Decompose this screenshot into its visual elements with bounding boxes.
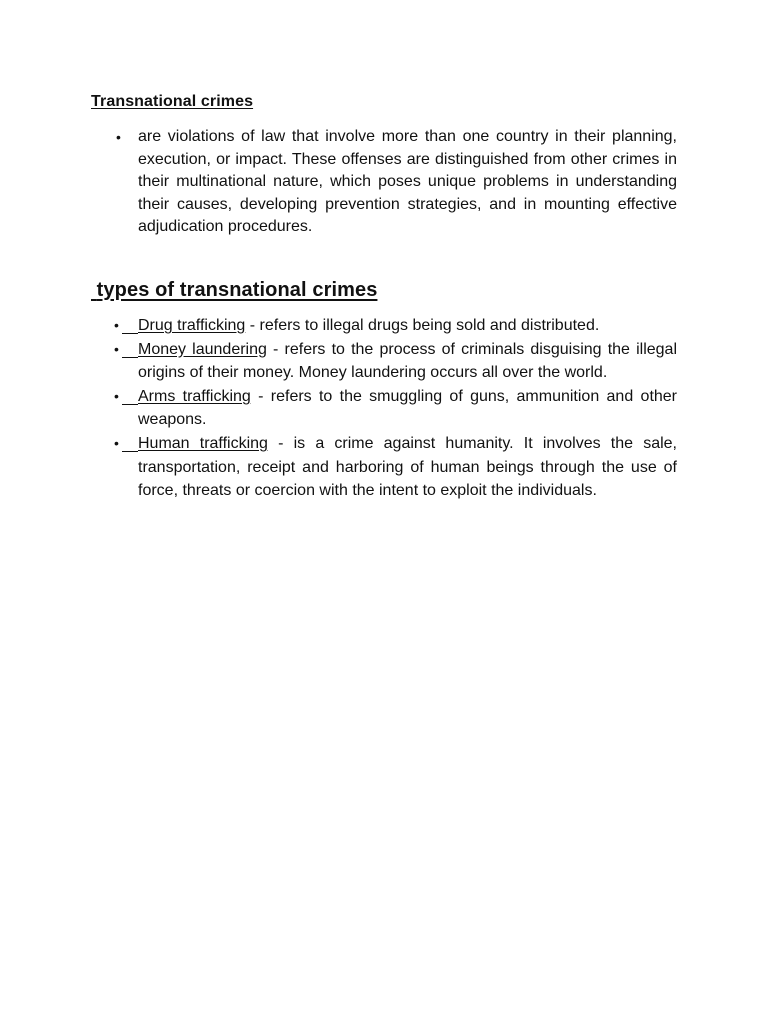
description-human-trafficking: - is a crime against humanity. It involves the sale, transportation, receipt and harboring of human beings through the use of force, threats or coercion with the intent to exploit the individuals. (138, 434, 678, 500)
bullet-icon: • (116, 129, 121, 145)
bullet-icon: • (114, 317, 119, 333)
description-arms-trafficking: - refers to the smuggling of guns, ammunition and other weapons. (138, 387, 678, 429)
list-item-drug-trafficking (112, 314, 677, 338)
definition-text: are violations of law that involve more than one country in their planning, execution, or impact. These offenses are distinguished from other crimes in their multinational nature, which poses unique problems in understanding their causes, developing prevention strategies, and in mounting effective adjudication procedures. (138, 128, 677, 236)
definition-list (112, 126, 677, 239)
bullet-icon: • (114, 387, 119, 404)
term-human-trafficking: Human trafficking (138, 434, 268, 452)
bullet-underline (122, 333, 138, 334)
bullet-underline (122, 404, 138, 405)
section-heading-types-text: types of transnational crimes (96, 279, 378, 301)
term-arms-trafficking: Arms trafficking (138, 387, 251, 405)
list-item-arms-trafficking (112, 385, 677, 432)
bullet-underline (122, 451, 138, 452)
description-drug-trafficking: - refers to illegal drugs being sold and distributed. (245, 317, 600, 334)
list-item-money-laundering (112, 338, 677, 385)
term-drug-trafficking: Drug trafficking (138, 317, 246, 334)
section-heading-transnational-crimes: Transnational crimes (91, 93, 254, 110)
bullet-icon: • (114, 434, 119, 451)
term-money-laundering: Money laundering (138, 340, 267, 358)
section-heading-types (91, 279, 377, 302)
crime-types-list (112, 314, 677, 503)
definition-item (112, 126, 677, 239)
bullet-icon: • (114, 340, 119, 357)
list-item-human-trafficking (112, 432, 677, 503)
description-money-laundering: - refers to the process of criminals disguising the illegal origins of their money. Money laundering occurs all over the world. (138, 340, 677, 382)
bullet-underline (122, 357, 138, 358)
